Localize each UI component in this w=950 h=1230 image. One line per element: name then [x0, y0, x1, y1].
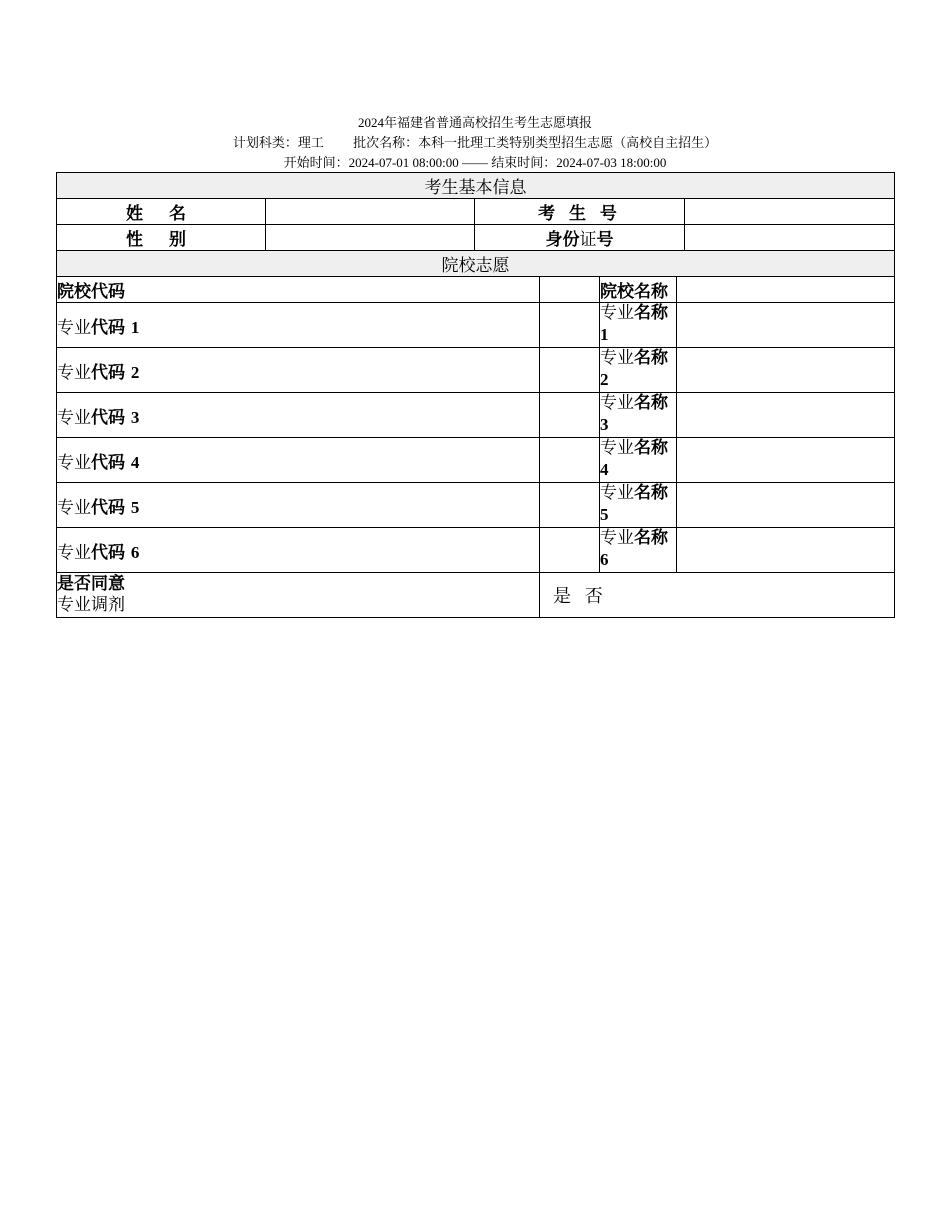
adjustment-label-line2: 专业调剂: [57, 595, 125, 615]
school-name-field[interactable]: [677, 277, 895, 303]
id-number-field[interactable]: [685, 225, 895, 251]
adjustment-label-line1: 是否同意: [57, 574, 125, 594]
major-name-field[interactable]: [677, 393, 895, 438]
batch-label: 批次名称：: [353, 135, 419, 150]
major-code-label: 专业代码 5: [57, 483, 540, 528]
basic-info-table: [56, 172, 895, 251]
basic-info-section-title: 考生基本信息: [57, 173, 895, 199]
name-field[interactable]: [266, 199, 475, 225]
major-code-field[interactable]: [540, 528, 600, 573]
major-row: [57, 483, 895, 528]
major-code-field[interactable]: [540, 483, 600, 528]
major-name-field[interactable]: [677, 348, 895, 393]
id-label-part-c: 号: [596, 230, 614, 250]
id-label-part-b: 证: [579, 230, 597, 250]
major-code-label: 专业代码 1: [57, 303, 540, 348]
major-row: [57, 528, 895, 573]
major-code-field[interactable]: [540, 438, 600, 483]
school-choice-table: [56, 250, 895, 618]
exam-number-field[interactable]: [685, 199, 895, 225]
major-row: [57, 393, 895, 438]
major-name-label: 专业名称 2: [600, 348, 677, 393]
major-name-field[interactable]: [677, 303, 895, 348]
plan-value: 理工: [297, 135, 324, 150]
major-row: [57, 348, 895, 393]
adjustment-label: [57, 573, 540, 618]
exam-number-label: 考 生 号: [475, 199, 685, 225]
major-name-field[interactable]: [677, 438, 895, 483]
major-code-label: 专业代码 4: [57, 438, 540, 483]
id-label-part-a: 身份: [545, 230, 580, 250]
form-title-text: 2024年福建省普通高校招生考生志愿填报: [357, 115, 592, 130]
adjustment-options[interactable]: 是 否: [540, 573, 895, 618]
gender-label: 性 别: [57, 225, 266, 251]
school-code-label: 院校代码: [57, 277, 540, 303]
school-choice-section-title: 院校志愿: [57, 251, 895, 277]
major-name-label: 专业名称 4: [600, 438, 677, 483]
time-line: [0, 153, 950, 173]
time-range: 开始时间：2024-07-01 08:00:00 —— 结束时间：2024-07-03 18:00:00: [283, 155, 667, 170]
major-name-label: 专业名称 3: [600, 393, 677, 438]
plan-batch-line: [0, 133, 950, 153]
id-number-label: [475, 225, 685, 251]
batch-value: 本科一批理工类特别类型招生志愿（高校自主招生）: [418, 135, 718, 150]
major-row: [57, 438, 895, 483]
major-code-label: 专业代码 3: [57, 393, 540, 438]
major-code-field[interactable]: [540, 393, 600, 438]
major-code-label: 专业代码 2: [57, 348, 540, 393]
name-label: 姓 名: [57, 199, 266, 225]
major-name-field[interactable]: [677, 528, 895, 573]
school-code-field[interactable]: [540, 277, 600, 303]
major-name-label: 专业名称 1: [600, 303, 677, 348]
major-code-field[interactable]: [540, 348, 600, 393]
gender-field[interactable]: [266, 225, 475, 251]
school-name-label: 院校名称: [600, 277, 677, 303]
major-name-field[interactable]: [677, 483, 895, 528]
plan-label: 计划科类：: [232, 135, 298, 150]
major-code-field[interactable]: [540, 303, 600, 348]
major-code-label: 专业代码 6: [57, 528, 540, 573]
major-name-label: 专业名称 6: [600, 528, 677, 573]
form-title: [0, 113, 950, 133]
major-row: [57, 303, 895, 348]
major-name-label: 专业名称 5: [600, 483, 677, 528]
